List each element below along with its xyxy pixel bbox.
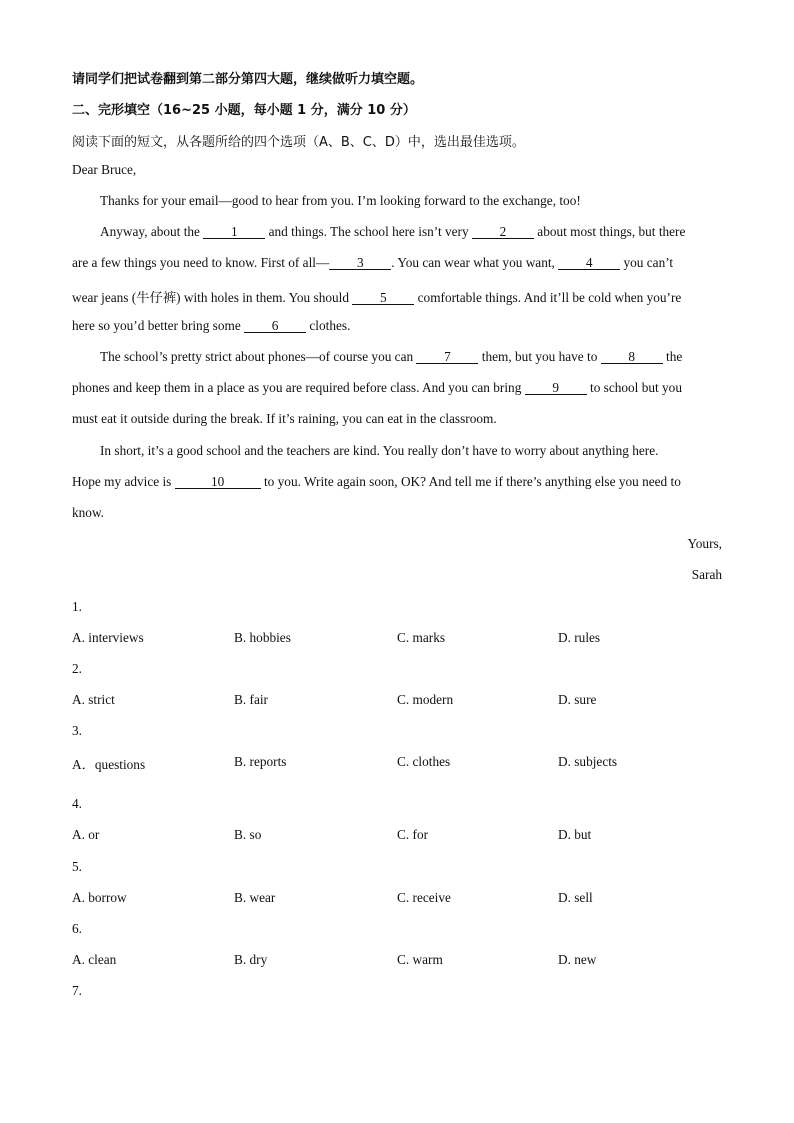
question-number: 2. bbox=[72, 661, 82, 676]
option-a[interactable]: A. or bbox=[72, 827, 100, 842]
option-d[interactable]: D. but bbox=[558, 827, 592, 842]
option-a[interactable]: A．questions bbox=[72, 757, 146, 772]
section-title: 二、完形填空（16~25 小题，每小题 1 分，满分 10 分） bbox=[72, 103, 416, 118]
blank-1: 1 bbox=[203, 225, 265, 239]
text-segment: here so you’d better bring some bbox=[72, 318, 245, 333]
option-a[interactable]: A. strict bbox=[72, 692, 115, 707]
letter-line-4 bbox=[72, 287, 722, 306]
text-segment: to you. Write again soon, OK? And tell me if there’s anything else you need to bbox=[260, 474, 681, 489]
option-c[interactable]: C. for bbox=[397, 827, 429, 842]
text-segment: to school but you bbox=[586, 380, 682, 395]
letter-line-2 bbox=[100, 224, 722, 240]
letter-line-10 bbox=[72, 474, 722, 490]
text-segment: . You can wear what you want, bbox=[391, 255, 559, 270]
question-number: 1. bbox=[72, 599, 82, 614]
question-number: 3. bbox=[72, 723, 82, 738]
option-b[interactable]: B. so bbox=[234, 827, 262, 842]
option-a[interactable]: A. clean bbox=[72, 952, 117, 967]
option-a[interactable]: A. borrow bbox=[72, 890, 127, 905]
option-b[interactable]: B. reports bbox=[234, 754, 287, 769]
blank-2: 2 bbox=[472, 225, 534, 239]
option-d[interactable]: D. sure bbox=[558, 692, 597, 707]
option-d[interactable]: D. subjects bbox=[558, 754, 618, 769]
option-c[interactable]: C. warm bbox=[397, 952, 443, 967]
text-segment: you can’t bbox=[620, 255, 674, 270]
letter-line-5 bbox=[72, 318, 722, 334]
option-b[interactable]: B. dry bbox=[234, 952, 268, 967]
option-c[interactable]: C. marks bbox=[397, 630, 446, 645]
option-b[interactable]: B. fair bbox=[234, 692, 268, 707]
blank-5: 5 bbox=[352, 291, 414, 305]
text-segment: comfortable things. And it’ll be cold when you’re bbox=[414, 290, 682, 305]
letter-greeting: Dear Bruce, bbox=[72, 162, 137, 177]
option-b[interactable]: B. wear bbox=[234, 890, 276, 905]
question-number: 7. bbox=[72, 983, 82, 998]
question-number: 5. bbox=[72, 859, 82, 874]
text-segment: are a few things you need to know. First of all— bbox=[72, 255, 330, 270]
blank-10: 10 bbox=[175, 475, 261, 489]
letter-line-8: must eat it outside during the break. If it’s raining, you can eat in the classroom. bbox=[72, 411, 497, 426]
text-segment: wear jeans (牛仔裤) with holes in them. You should bbox=[72, 290, 353, 305]
letter-signature: Sarah bbox=[691, 567, 722, 582]
text-segment: phones and keep them in a place as you are required before class. And you can bring bbox=[72, 380, 525, 395]
option-c[interactable]: C. modern bbox=[397, 692, 454, 707]
letter-line-7 bbox=[72, 380, 722, 396]
blank-4: 4 bbox=[558, 256, 620, 270]
letter-line-9: In short, it’s a good school and the teachers are kind. You really don’t have to worry about anything here. bbox=[100, 443, 659, 458]
blank-8: 8 bbox=[601, 350, 663, 364]
section-directions: 阅读下面的短文，从各题所给的四个选项（A、B、C、D）中，选出最佳选项。 bbox=[72, 135, 525, 150]
blank-7: 7 bbox=[416, 350, 478, 364]
letter-line-3 bbox=[72, 255, 722, 271]
question-number: 4. bbox=[72, 796, 82, 811]
option-d[interactable]: D. new bbox=[558, 952, 597, 967]
text-segment: Anyway, about the bbox=[100, 224, 204, 239]
text-segment: The school’s pretty strict about phones—of course you can bbox=[100, 349, 417, 364]
text-segment: Hope my advice is bbox=[72, 474, 175, 489]
option-d[interactable]: D. sell bbox=[558, 890, 593, 905]
exam-instruction: 请同学们把试卷翻到第二部分第四大题，继续做听力填空题。 bbox=[72, 72, 424, 87]
blank-9: 9 bbox=[525, 381, 587, 395]
letter-line-6 bbox=[100, 349, 722, 365]
text-segment: them, but you have to bbox=[478, 349, 601, 364]
letter-closing: Yours, bbox=[687, 536, 722, 551]
question-number: 6. bbox=[72, 921, 82, 936]
blank-3: 3 bbox=[329, 256, 391, 270]
option-b[interactable]: B. hobbies bbox=[234, 630, 291, 645]
text-segment: and things. The school here isn’t very bbox=[265, 224, 472, 239]
option-a[interactable]: A. interviews bbox=[72, 630, 144, 645]
text-segment: the bbox=[662, 349, 683, 364]
text-segment: about most things, but there bbox=[533, 224, 686, 239]
option-c[interactable]: C. clothes bbox=[397, 754, 451, 769]
blank-6: 6 bbox=[244, 319, 306, 333]
option-d[interactable]: D. rules bbox=[558, 630, 601, 645]
text-segment: clothes. bbox=[306, 318, 351, 333]
option-c[interactable]: C. receive bbox=[397, 890, 451, 905]
letter-line-11: know. bbox=[72, 505, 105, 520]
letter-paragraph-1: Thanks for your email—good to hear from you. I’m looking forward to the exchange, too! bbox=[100, 193, 581, 208]
